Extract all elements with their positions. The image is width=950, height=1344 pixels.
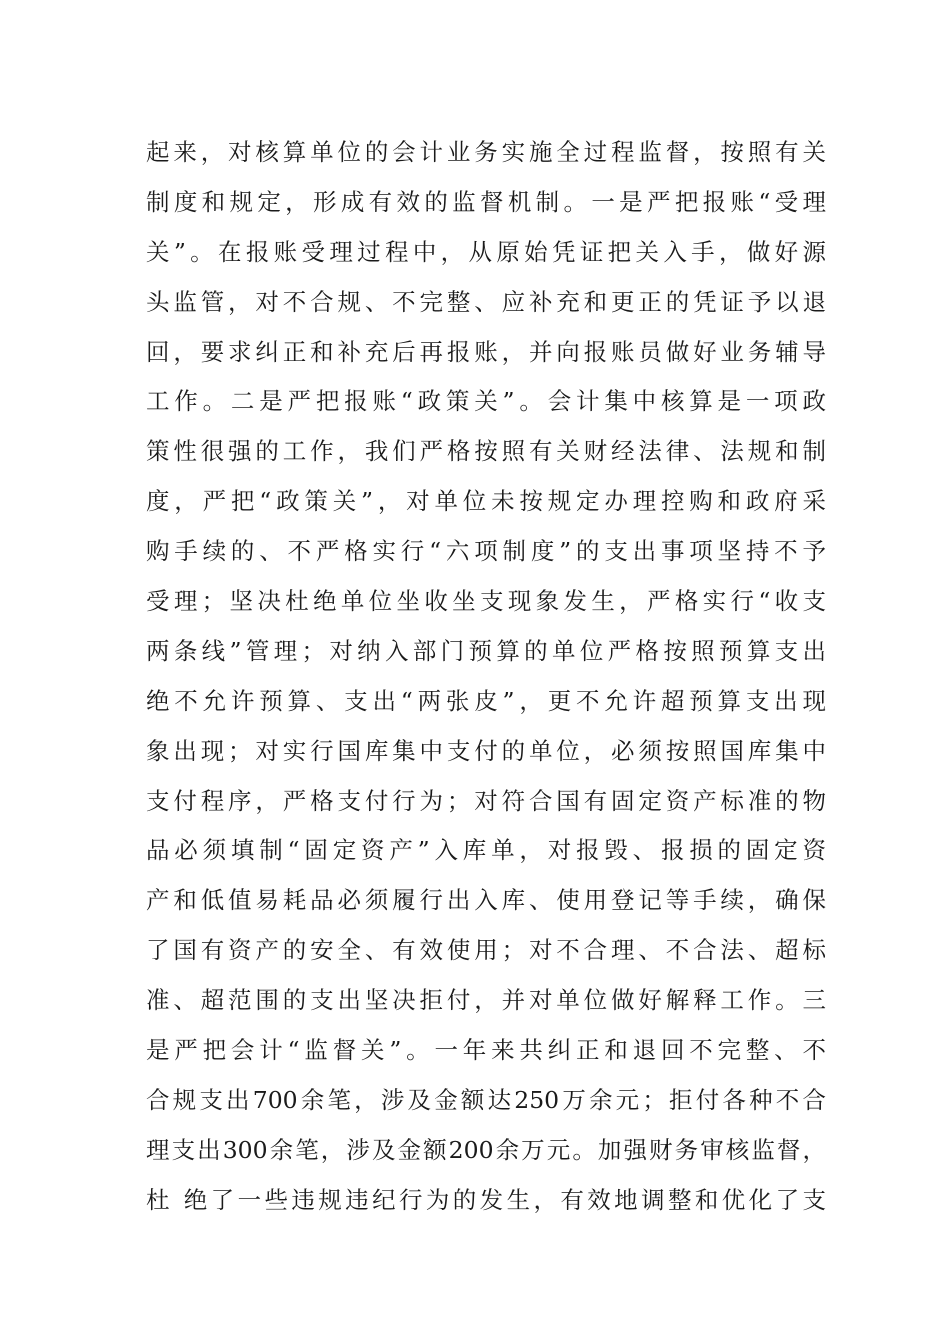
text-line: 策性很强的工作，我们严格按照有关财经法律、法规和制 (146, 437, 826, 466)
text-line: 回，要求纠正和补充后再报账，并向报账员做好业务辅导 (146, 337, 826, 366)
text-line: 准、超范围的支出坚决拒付，并对单位做好解释工作。三 (146, 986, 826, 1015)
text-line: 工作。二是严把报账“政策关”。会计集中核算是一项政 (146, 387, 826, 416)
text-line: 象出现；对实行国库集中支付的单位，必须按照国库集中 (146, 736, 826, 765)
text-line: 支付程序，严格支付行为；对符合国有固定资产标准的物 (146, 786, 826, 815)
text-line: 产和低值易耗品必须履行出入库、使用登记等手续，确保 (146, 886, 826, 915)
text-line: 了国有资产的安全、有效使用；对不合理、不合法、超标 (146, 936, 826, 965)
text-line: 头监管，对不合规、不完整、应补充和更正的凭证予以退 (146, 287, 826, 316)
text-line: 度，严把“政策关”，对单位未按规定办理控购和政府采 (146, 487, 826, 516)
body-paragraph (146, 128, 826, 1226)
text-line: 购手续的、不严格实行“六项制度”的支出事项坚持不予 (146, 537, 826, 566)
text-line: 制度和规定，形成有效的监督机制。一是严把报账“受理 (146, 187, 826, 216)
text-line: 合规支出700余笔，涉及金额达250万余元；拒付各种不合 (146, 1085, 826, 1114)
text-line: 关”。在报账受理过程中，从原始凭证把关入手，做好源 (146, 237, 826, 266)
text-line: 起来，对核算单位的会计业务实施全过程监督，按照有关 (146, 138, 826, 166)
text-line: 品必须填制“固定资产”入库单，对报毁、报损的固定资 (146, 836, 826, 865)
text-line: 是严把会计“监督关”。一年来共纠正和退回不完整、不 (146, 1036, 826, 1065)
text-line: 杜 绝了一些违规违纪行为的发生，有效地调整和优化了支 (146, 1185, 826, 1214)
text-line: 理支出300余笔，涉及金额200余万元。加强财务审核监督， (146, 1135, 826, 1164)
text-line: 两条线”管理；对纳入部门预算的单位严格按照预算支出 (146, 636, 826, 665)
text-line: 绝不允许预算、支出“两张皮”，更不允许超预算支出现 (146, 686, 826, 715)
text-line: 受理；坚决杜绝单位坐收坐支现象发生，严格实行“收支 (146, 587, 826, 616)
